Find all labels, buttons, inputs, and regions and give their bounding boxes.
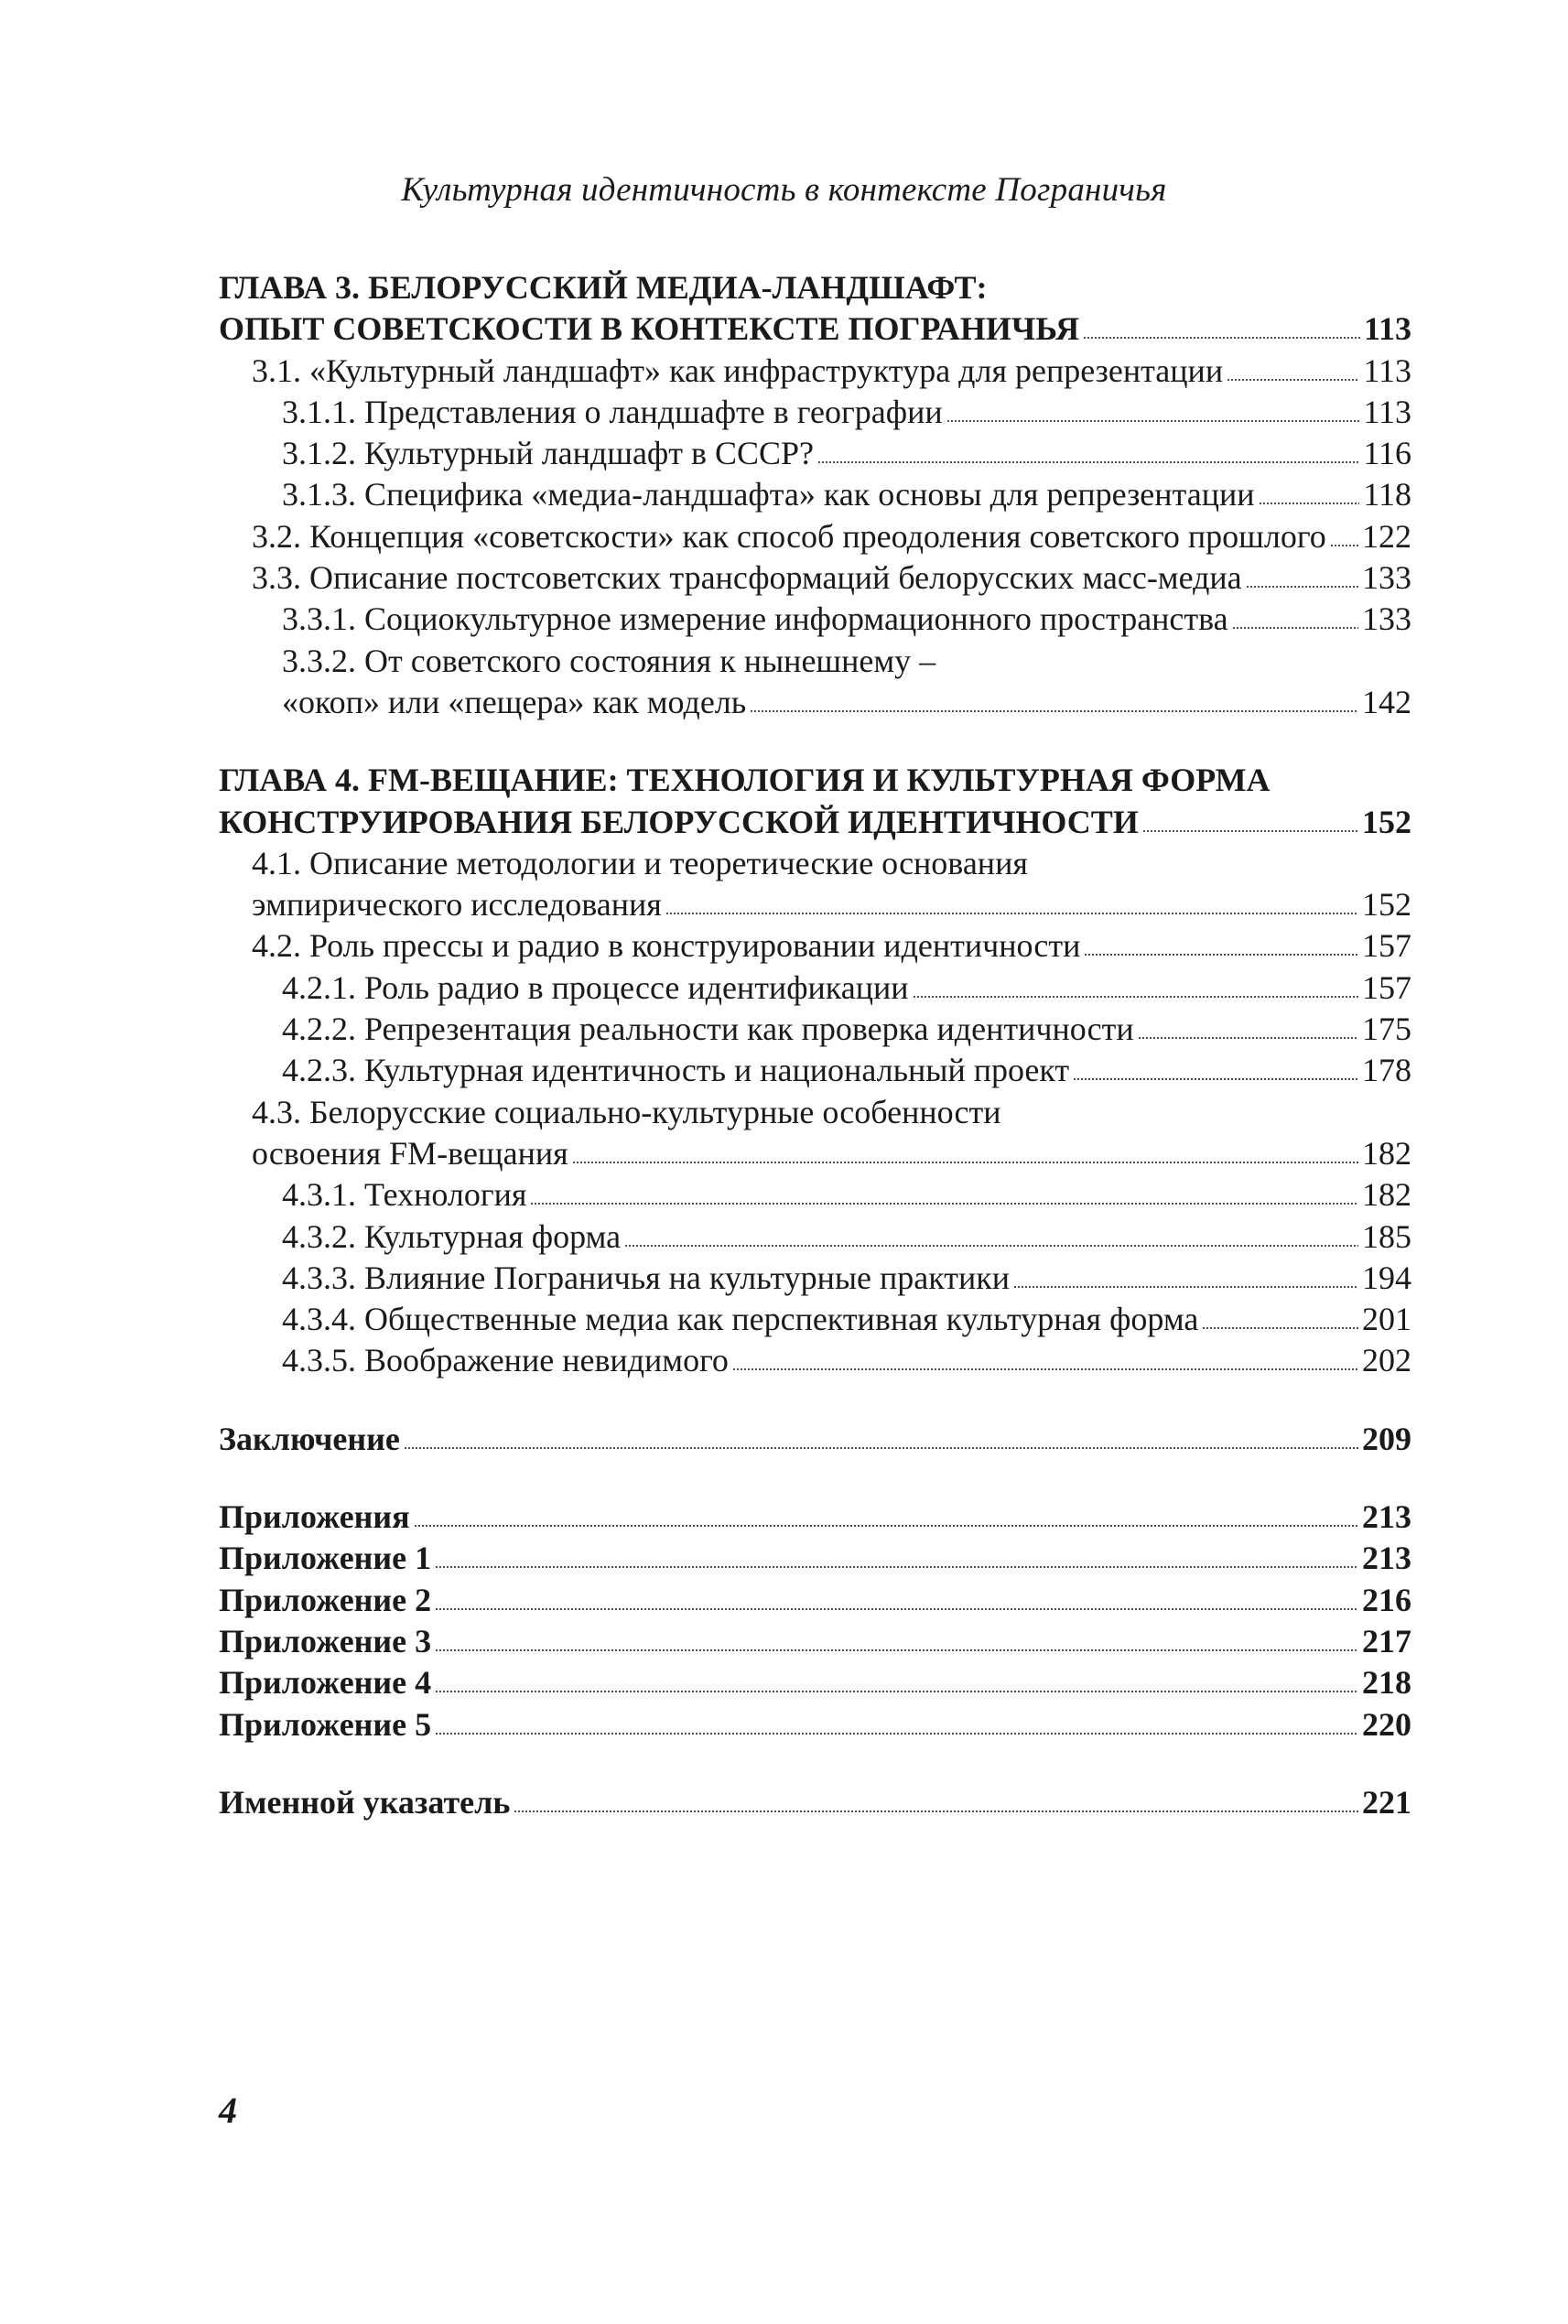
dot-leader xyxy=(1227,378,1359,382)
page-ref: 217 xyxy=(1362,1622,1411,1659)
toc-entry-4-1[interactable] xyxy=(219,884,1411,925)
dot-leader xyxy=(732,1367,1358,1371)
entry-text: освоения FM-вещания xyxy=(252,1134,568,1172)
dot-leader xyxy=(913,995,1358,999)
page-ref: 133 xyxy=(1362,600,1411,638)
page-ref: 218 xyxy=(1362,1664,1411,1702)
entry-text: 4.3.3. Влияние Пограничья на культурные практики xyxy=(282,1259,1011,1296)
toc-entry-3-1-1[interactable] xyxy=(219,392,1411,433)
chapter-4-heading[interactable] xyxy=(219,802,1411,843)
toc-entry-3-1[interactable] xyxy=(219,351,1411,392)
page-ref: 221 xyxy=(1362,1783,1411,1821)
entry-text: Заключение xyxy=(219,1420,400,1457)
dot-leader xyxy=(1330,544,1358,547)
page-ref: 209 xyxy=(1362,1420,1411,1457)
toc-entry-4-2-2[interactable] xyxy=(219,1009,1411,1050)
dot-leader xyxy=(435,1607,1358,1611)
dot-leader xyxy=(665,912,1358,915)
dot-leader xyxy=(1259,502,1360,505)
entry-text: 3.1.1. Представления о ландшафте в географии xyxy=(282,393,943,430)
toc-entry-4-3-3[interactable] xyxy=(219,1258,1411,1299)
dot-leader xyxy=(1142,829,1358,833)
entry-text: 4.2.1. Роль радио в процессе идентификации xyxy=(282,968,909,1006)
table-of-contents xyxy=(219,267,1411,1823)
entry-text: Приложение 3 xyxy=(219,1622,432,1659)
dot-leader xyxy=(414,1524,1358,1528)
page-ref: 118 xyxy=(1363,476,1411,513)
entry-text: 3.1.2. Культурный ландшафт в СССР? xyxy=(282,435,815,472)
page-ref: 202 xyxy=(1362,1342,1411,1379)
toc-appendix-3[interactable] xyxy=(219,1621,1411,1662)
page-ref: 182 xyxy=(1362,1176,1411,1214)
running-head: Культурная идентичность в контексте Пограничья xyxy=(401,171,1167,209)
dot-leader xyxy=(435,1565,1358,1569)
dot-leader xyxy=(1073,1077,1358,1081)
entry-text: 4.3.4. Общественные медиа как перспективная культурная форма xyxy=(282,1301,1199,1338)
page-ref: 201 xyxy=(1362,1301,1411,1338)
page-ref: 213 xyxy=(1362,1540,1411,1577)
toc-name-index[interactable] xyxy=(219,1782,1411,1823)
toc-entry-4-3-1[interactable] xyxy=(219,1174,1411,1216)
dot-leader xyxy=(572,1161,1358,1164)
entry-text: Приложение 5 xyxy=(219,1705,432,1743)
toc-entry-3-3-2[interactable] xyxy=(219,682,1411,723)
entry-text: Приложение 4 xyxy=(219,1664,432,1702)
dot-leader xyxy=(946,419,1360,423)
page-ref: 194 xyxy=(1362,1259,1411,1296)
toc-conclusion[interactable] xyxy=(219,1419,1411,1460)
toc-appendices[interactable] xyxy=(219,1497,1411,1538)
entry-text: эмпирического исследования xyxy=(252,886,662,924)
chapter-3-title-line1[interactable] xyxy=(219,267,1411,308)
entry-text: 3.1.3. Специфика «медиа-ландшафта» как основы для репрезентации xyxy=(282,476,1255,513)
dot-leader xyxy=(1083,336,1360,340)
dot-leader xyxy=(1138,1036,1358,1040)
toc-entry-4-3-4[interactable] xyxy=(219,1299,1411,1340)
toc-entry-3-3-2-line1[interactable] xyxy=(219,641,1411,682)
page-ref: 175 xyxy=(1362,1011,1411,1048)
chapter-title-text: КОНСТРУИРОВАНИЯ БЕЛОРУССКОЙ ИДЕНТИЧНОСТИ xyxy=(219,803,1139,840)
entry-text: 4.3.5. Воображение невидимого xyxy=(282,1342,729,1379)
toc-entry-4-2-1[interactable] xyxy=(219,967,1411,1009)
dot-leader xyxy=(435,1690,1358,1693)
page-ref: 152 xyxy=(1362,886,1411,924)
chapter-title-text: ОПЫТ СОВЕТСКОСТИ В КОНТЕКСТЕ ПОГРАНИЧЬЯ xyxy=(219,310,1080,348)
toc-entry-4-2[interactable] xyxy=(219,925,1411,967)
toc-entry-4-3-line1[interactable] xyxy=(219,1092,1411,1133)
dot-leader xyxy=(1013,1285,1358,1289)
toc-entry-3-1-2[interactable] xyxy=(219,433,1411,474)
dot-leader xyxy=(817,460,1359,464)
chapter-title-text: ГЛАВА 3. БЕЛОРУССКИЙ МЕДИА-ЛАНДШАФТ: xyxy=(219,269,988,306)
dot-leader xyxy=(750,709,1358,713)
entry-text: Приложение 2 xyxy=(219,1581,432,1618)
toc-appendix-1[interactable] xyxy=(219,1538,1411,1579)
entry-text: 4.3.2. Культурная форма xyxy=(282,1217,622,1255)
entry-text: 4.1. Описание методологии и теоретические основания xyxy=(252,844,1028,881)
entry-text: 3.3. Описание постсоветских трансформаций белорусских масс-медиа xyxy=(252,559,1242,597)
page-ref: 178 xyxy=(1362,1052,1411,1089)
page-ref: 133 xyxy=(1362,559,1411,597)
dot-leader xyxy=(1246,585,1358,589)
chapter-4-title-line1[interactable] xyxy=(219,760,1411,801)
toc-entry-3-3-1[interactable] xyxy=(219,599,1411,640)
toc-entry-3-3[interactable] xyxy=(219,557,1411,599)
page-number: 4 xyxy=(219,2090,237,2131)
dot-leader xyxy=(514,1810,1358,1813)
entry-text: 3.3.2. От советского состояния к нынешнему – xyxy=(282,642,936,679)
entry-text: «окоп» или «пещера» как модель xyxy=(282,683,747,720)
entry-text: 4.3. Белорусские социально-культурные особенности xyxy=(252,1093,1001,1130)
page-ref: 122 xyxy=(1362,517,1411,555)
page-ref: 142 xyxy=(1362,683,1411,720)
page-ref: 157 xyxy=(1362,968,1411,1006)
toc-entry-4-1-line1[interactable] xyxy=(219,843,1411,884)
page-ref: 182 xyxy=(1362,1134,1411,1172)
toc-entry-3-1-3[interactable] xyxy=(219,474,1411,515)
toc-entry-4-3[interactable] xyxy=(219,1133,1411,1174)
dot-leader xyxy=(1084,953,1358,957)
dot-leader xyxy=(1202,1326,1358,1330)
entry-text: 3.3.1. Социокультурное измерение информационного пространства xyxy=(282,600,1228,638)
page-ref: 116 xyxy=(1363,435,1411,472)
entry-text: 3.2. Концепция «советскости» как способ преодоления советского прошлого xyxy=(252,517,1326,555)
toc-appendix-2[interactable] xyxy=(219,1580,1411,1621)
page-ref: 157 xyxy=(1362,927,1411,965)
chapter-title-text: ГЛАВА 4. FM-ВЕЩАНИЕ: ТЕХНОЛОГИЯ И КУЛЬТУРНАЯ ФОРМА xyxy=(219,762,1271,799)
toc-entry-4-2-3[interactable] xyxy=(219,1050,1411,1091)
toc-appendix-4[interactable] xyxy=(219,1662,1411,1703)
dot-leader xyxy=(404,1446,1358,1450)
toc-entry-3-2[interactable] xyxy=(219,516,1411,557)
entry-text: 4.2.2. Репрезентация реальности как проверка идентичности xyxy=(282,1011,1134,1048)
toc-entry-4-3-5[interactable] xyxy=(219,1340,1411,1381)
chapter-3-heading[interactable] xyxy=(219,308,1411,350)
entry-text: 4.3.1. Технология xyxy=(282,1176,527,1214)
entry-text: 4.2.3. Культурная идентичность и национальный проект xyxy=(282,1052,1070,1089)
entry-text: Именной указатель xyxy=(219,1783,511,1821)
page-ref: 220 xyxy=(1362,1705,1411,1743)
dot-leader xyxy=(435,1732,1358,1735)
page-ref: 216 xyxy=(1362,1581,1411,1618)
dot-leader xyxy=(435,1648,1358,1652)
entry-text: Приложения xyxy=(219,1498,410,1536)
dot-leader xyxy=(624,1244,1358,1248)
page-ref: 113 xyxy=(1363,351,1411,389)
page-ref: 185 xyxy=(1362,1217,1411,1255)
page-ref: 113 xyxy=(1363,393,1411,430)
entry-text: 3.1. «Культурный ландшафт» как инфраструктура для репрезентации xyxy=(252,351,1224,389)
page-ref: 152 xyxy=(1362,803,1411,840)
page-ref: 213 xyxy=(1362,1498,1411,1536)
entry-text: Приложение 1 xyxy=(219,1540,432,1577)
entry-text: 4.2. Роль прессы и радио в конструировании идентичности xyxy=(252,927,1081,965)
dot-leader xyxy=(530,1202,1358,1205)
page-ref: 113 xyxy=(1363,310,1411,348)
toc-entry-4-3-2[interactable] xyxy=(219,1216,1411,1258)
toc-appendix-5[interactable] xyxy=(219,1704,1411,1746)
dot-leader xyxy=(1232,626,1358,630)
